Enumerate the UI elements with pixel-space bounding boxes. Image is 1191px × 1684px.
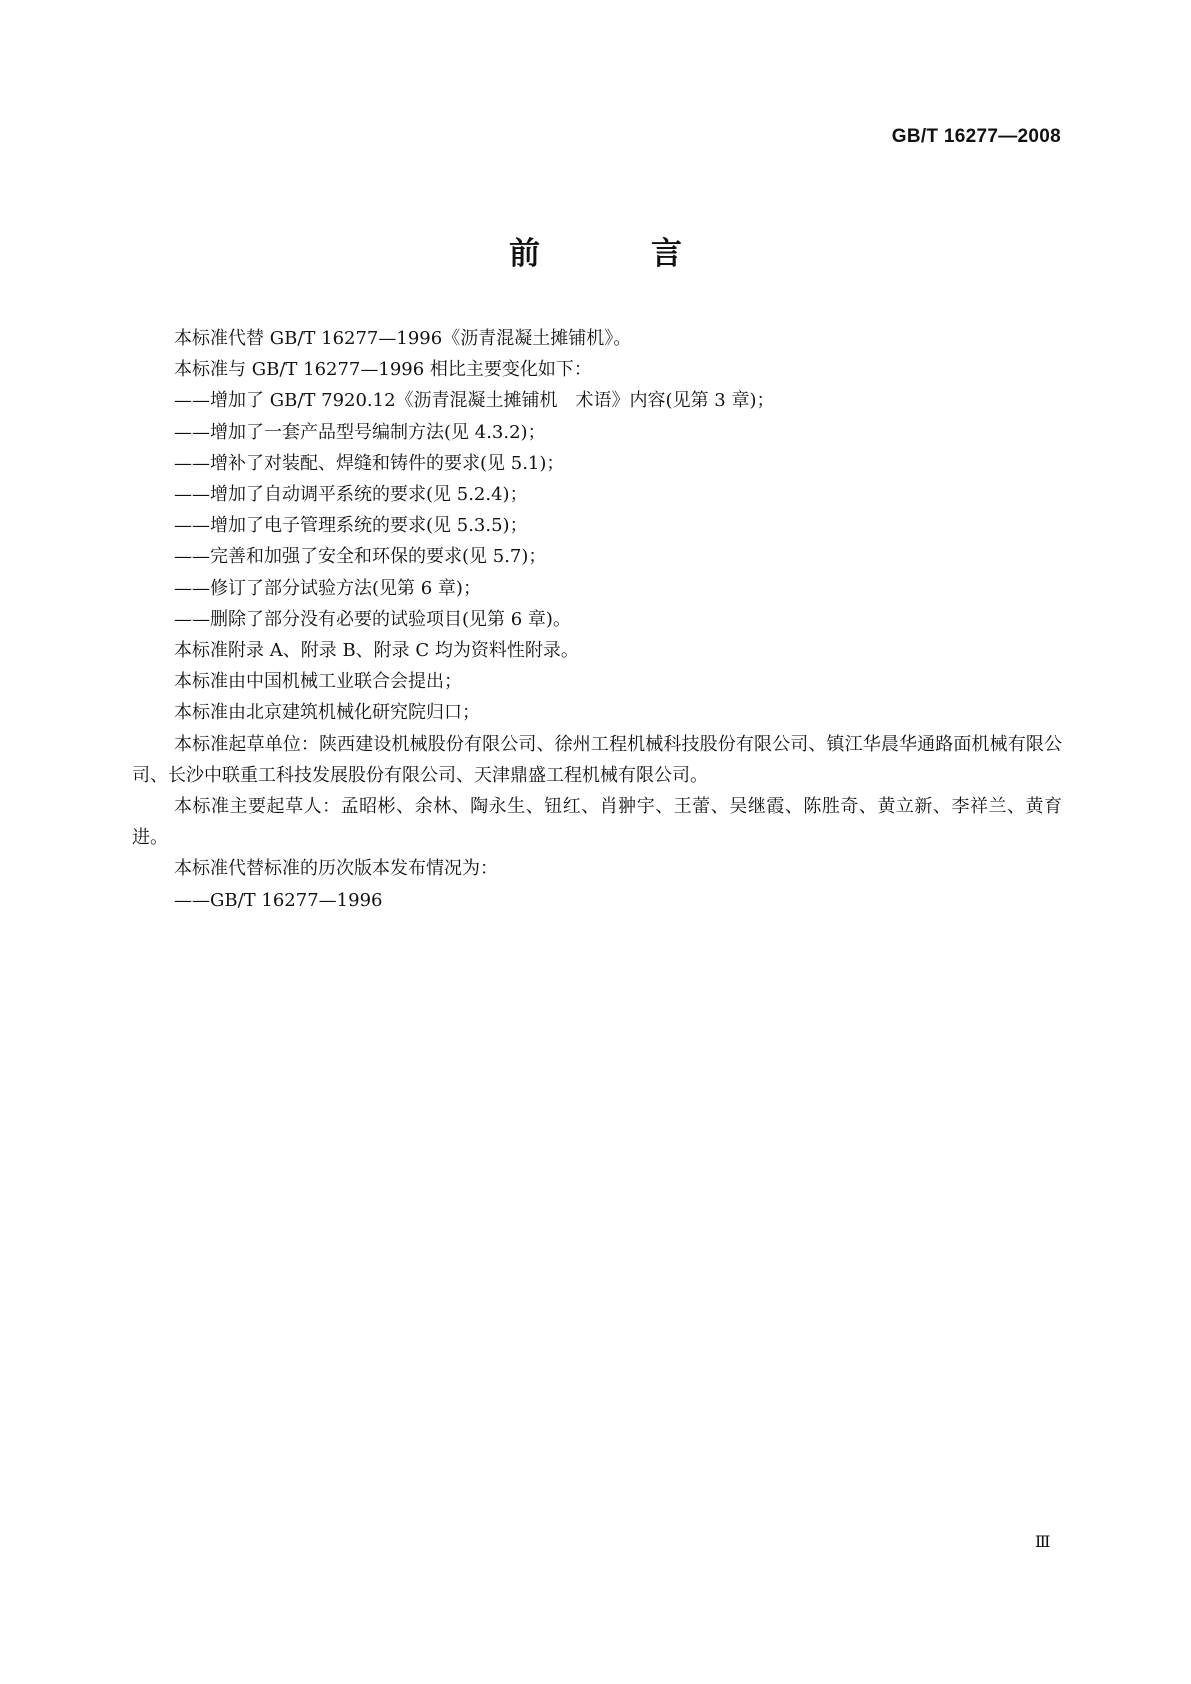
paragraph: 本标准代替标准的历次版本发布情况为：: [174, 858, 498, 880]
foreword-body: [132, 323, 1062, 916]
change-list-item: ——增加了自动调平系统的要求(见 5.2.4)；: [174, 484, 528, 506]
paragraph: 本标准附录 A、附录 B、附录 C 均为资料性附录。: [174, 640, 579, 662]
change-list-item: ——删除了部分没有必要的试验项目(见第 6 章)。: [174, 608, 571, 630]
change-list-item: ——增加了电子管理系统的要求(见 5.3.5)；: [174, 515, 528, 537]
change-list-item: ——完善和加强了安全和环保的要求(见 5.7)；: [174, 546, 547, 568]
drafting-units-paragraph: 本标准起草单位：陕西建设机械股份有限公司、徐州工程机械科技股份有限公司、镇江华晨华通路面机械有限公司、长沙中联重工科技发展股份有限公司、天津鼎盛工程机械有限公司。: [132, 733, 1062, 786]
paragraph: 本标准与 GB/T 16277—1996 相比主要变化如下：: [174, 359, 592, 381]
paragraph: 本标准由中国机械工业联合会提出；: [174, 671, 462, 693]
history-list-item: ——GB/T 16277—1996: [174, 889, 383, 911]
change-list-item: ——增加了一套产品型号编制方法(见 4.3.2)；: [174, 421, 546, 443]
page-number: Ⅲ: [1035, 1534, 1051, 1551]
change-list-item: ——修订了部分试验方法(见第 6 章)；: [174, 577, 481, 599]
page-title: 前 言: [509, 236, 722, 272]
paragraph: 本标准由北京建筑机械化研究院归口；: [174, 702, 480, 724]
drafters-paragraph: 本标准主要起草人：孟昭彬、余林、陶永生、钮红、肖翀宇、王蕾、吴继霞、陈胜奇、黄立新、李祥兰、黄育进。: [132, 796, 1062, 849]
change-list-item: ——增加了 GB/T 7920.12《沥青混凝土摊铺机 术语》内容(见第 3 章)；: [174, 390, 775, 412]
standard-number: GB/T 16277—2008: [891, 126, 1061, 147]
paragraph: 本标准代替 GB/T 16277—1996《沥青混凝土摊铺机》。: [174, 328, 632, 349]
change-list-item: ——增补了对装配、焊缝和铸件的要求(见 5.1)；: [174, 452, 565, 474]
